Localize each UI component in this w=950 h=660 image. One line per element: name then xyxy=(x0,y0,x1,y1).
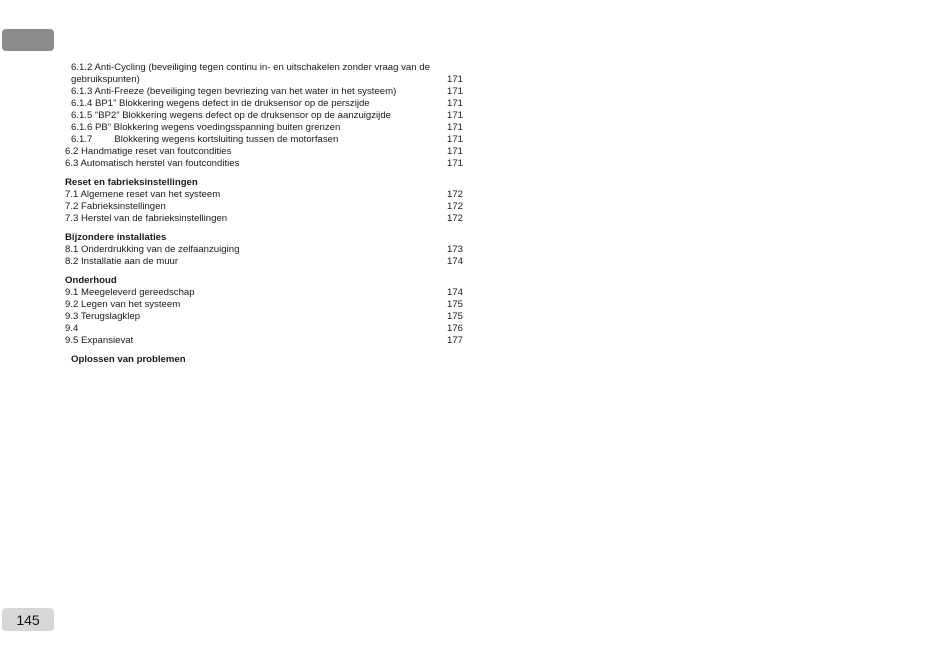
toc-page-number: 171 xyxy=(446,74,463,85)
toc-page-number: 172 xyxy=(446,213,463,224)
toc-entry-text: 6.2 Handmatige reset van foutcondities xyxy=(65,146,232,157)
toc-entry-6-2[interactable] xyxy=(65,146,463,158)
toc-entry-6-1-7[interactable] xyxy=(65,134,463,146)
toc-entry-9-5[interactable] xyxy=(65,335,463,347)
toc-page-number: 174 xyxy=(446,287,463,298)
toc-entry-text: 6.1.6 PB” Blokkering wegens voedingsspanning buiten grenzen xyxy=(71,122,341,133)
toc-page-number: 171 xyxy=(446,134,463,145)
table-of-contents xyxy=(65,62,463,366)
toc-page-number: 171 xyxy=(446,146,463,157)
toc-entry-7-2[interactable] xyxy=(65,201,463,213)
toc-entry-text: 9.5 Expansievat xyxy=(65,335,134,346)
toc-entry-text: 6.3 Automatisch herstel van foutcondities xyxy=(65,158,240,169)
toc-entry-text: 7.2 Fabrieksinstellingen xyxy=(65,201,166,212)
toc-entry-text: 7.1 Algemene reset van het systeem xyxy=(65,189,221,200)
toc-page-number: 175 xyxy=(446,299,463,310)
toc-entry-text: 6.1.5 “BP2” Blokkering wegens defect op de druksensor op de aanzuigzijde xyxy=(71,110,391,121)
toc-entry-text: 6.1.4 BP1” Blokkering wegens defect in de druksensor op de perszijde xyxy=(71,98,370,109)
toc-entry-text: 9.1 Meegeleverd gereedschap xyxy=(65,287,195,298)
toc-entry-text: 9.2 Legen van het systeem xyxy=(65,299,181,310)
chapter-tab xyxy=(2,29,54,51)
toc-section-8-heading[interactable]: Bijzondere installaties xyxy=(65,232,167,243)
toc-entry-7-3[interactable] xyxy=(65,213,463,225)
toc-entry-6-1-4[interactable] xyxy=(65,98,463,110)
toc-page-number: 174 xyxy=(446,256,463,267)
toc-page-number: 173 xyxy=(446,244,463,255)
toc-entry-6-1-6[interactable] xyxy=(65,122,463,134)
toc-entry-6-1-5[interactable] xyxy=(65,110,463,122)
toc-page-number: 172 xyxy=(446,201,463,212)
toc-section-7-heading[interactable]: Reset en fabrieksinstellingen xyxy=(65,177,198,188)
toc-entry-text: gebruikspunten) xyxy=(71,74,140,85)
toc-entry-6-1-2[interactable] xyxy=(65,62,463,74)
page-number-badge xyxy=(2,608,54,631)
toc-page-number: 171 xyxy=(446,110,463,121)
toc-entry-9-4[interactable] xyxy=(65,323,463,335)
toc-entry-text: 6.1.3 Anti-Freeze (beveiliging tegen bevriezing van het water in het systeem) xyxy=(71,86,397,97)
toc-entry-9-2[interactable] xyxy=(65,299,463,311)
toc-entry-6-1-2-cont[interactable] xyxy=(65,74,463,86)
toc-page-number: 172 xyxy=(446,189,463,200)
toc-entry-text: 8.2 Installatie aan de muur xyxy=(65,256,179,267)
toc-entry-9-1[interactable] xyxy=(65,287,463,299)
toc-page-number: 171 xyxy=(446,98,463,109)
toc-entry-text: Blokkering wegens kortsluiting tussen de motorfasen xyxy=(114,134,339,145)
toc-page-number: 176 xyxy=(446,323,463,334)
toc-entry-text: 9.4 xyxy=(65,323,79,334)
toc-entry-7-1[interactable] xyxy=(65,189,463,201)
toc-page-number: 171 xyxy=(446,158,463,169)
toc-section-10-heading[interactable]: Oplossen van problemen xyxy=(71,354,186,365)
toc-entry-6-1-3[interactable] xyxy=(65,86,463,98)
toc-page-number: 175 xyxy=(446,311,463,322)
toc-entry-text: 6.1.2 Anti-Cycling (beveiliging tegen continu in- en uitschakelen zonder vraag van de xyxy=(71,62,430,73)
toc-entry-6-3[interactable] xyxy=(65,158,463,170)
toc-page-number: 177 xyxy=(446,335,463,346)
toc-entry-text: 7.3 Herstel van de fabrieksinstellingen xyxy=(65,213,228,224)
page-number: 145 xyxy=(16,611,40,628)
toc-entry-text: 8.1 Onderdrukking van de zelfaanzuiging xyxy=(65,244,240,255)
toc-page-number: 171 xyxy=(446,122,463,133)
toc-entry-8-2[interactable] xyxy=(65,256,463,268)
toc-entry-text: 9.3 Terugslagklep xyxy=(65,311,141,322)
toc-page-number: 171 xyxy=(446,86,463,97)
toc-entry-number: 6.1.7 xyxy=(71,134,93,145)
toc-entry-9-3[interactable] xyxy=(65,311,463,323)
toc-entry-8-1[interactable] xyxy=(65,244,463,256)
toc-section-9-heading[interactable]: Onderhoud xyxy=(65,275,117,286)
